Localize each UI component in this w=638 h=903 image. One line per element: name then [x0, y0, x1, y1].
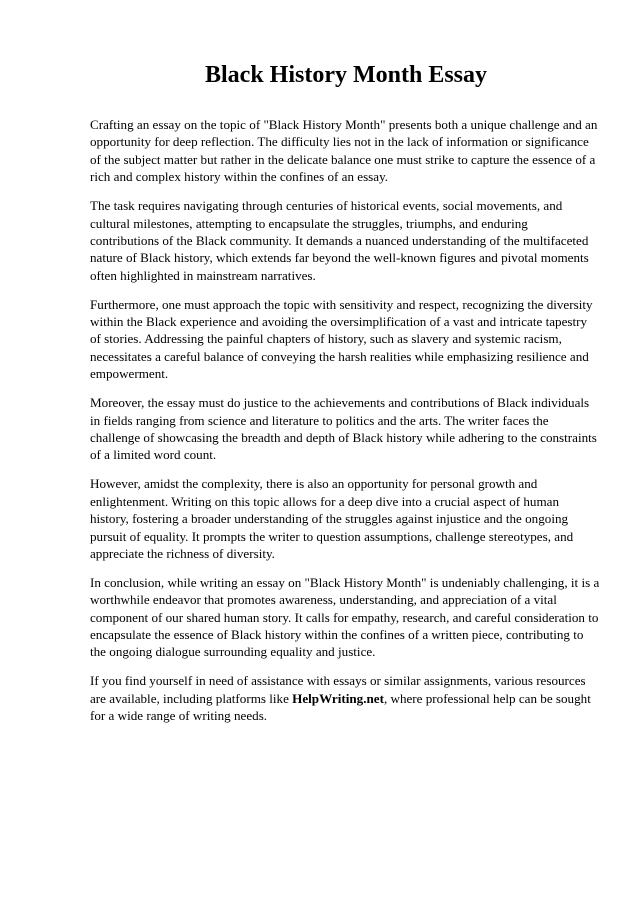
page-title: Black History Month Essay — [204, 62, 488, 88]
paragraph-opportunity: However, amidst the complexity, there is also an opportunity for personal growth and enlightenment. Writing on this topic allows for a deep dive into a crucial aspect of human history, fostering a broader understanding of the struggles against injustice and the ongoing pursuit of equality. It prompts the writer to question assumptions, challenge stereotypes, and appreciate the richness of diversity. — [90, 476, 574, 561]
essay-page — [90, 58, 600, 736]
paragraph-achievements: Moreover, the essay must do justice to the achievements and contributions of Black individuals in fields ranging from science and literature to politics and the arts. The writer faces the challenge of showcasing the breadth and depth of Black history while adhering to the constraints of a limited word count. — [90, 395, 597, 463]
helpwriting-link[interactable]: HelpWriting.net — [292, 690, 384, 706]
closing-text-before: If you find yourself in need of assistance with essays or similar assignments, various resources are available, including platforms like — [90, 673, 586, 706]
paragraph-sensitivity: Furthermore, one must approach the topic with sensitivity and respect, recognizing the diversity within the Black experience and avoiding the oversimplification of a vast and intricate tapestry of stories. Addressing the painful chapters of history, such as slavery and systemic racism, necessitates a careful balance of conveying the harsh realities while emphasizing resilience and empowerment. — [90, 296, 593, 382]
paragraph-conclusion: In conclusion, while writing an essay on "Black History Month" is undeniably challenging, it is a worthwhile endeavor that promotes awareness, understanding, and appreciation of a vital component of our shared human story. It calls for empathy, research, and careful consideration to encapsulate the essence of Black history within the confines of a written piece, contributing to the ongoing dialogue surrounding equality and justice. — [90, 574, 600, 660]
paragraph-closing — [90, 672, 600, 724]
closing-text-after: , where professional help can be sought for a wide range of writing needs. — [90, 690, 591, 724]
paragraph-task: The task requires navigating through centuries of historical events, social movements, and cultural milestones, attempting to encapsulate the struggles, triumphs, and enduring contributions of the Black community. It demands a nuanced understanding of the multifaceted nature of Black history, which extends far beyond the well-known figures and pivotal moments often highlighted in mainstream narratives. — [90, 198, 589, 283]
paragraph-intro: Crafting an essay on the topic of "Black History Month" presents both a unique challenge and an opportunity for deep reflection. The difficulty lies not in the lack of information or significance of the subject matter but rather in the delicate balance one must strike to capture the essence of a rich and complex history within the confines of an essay. — [90, 117, 598, 185]
